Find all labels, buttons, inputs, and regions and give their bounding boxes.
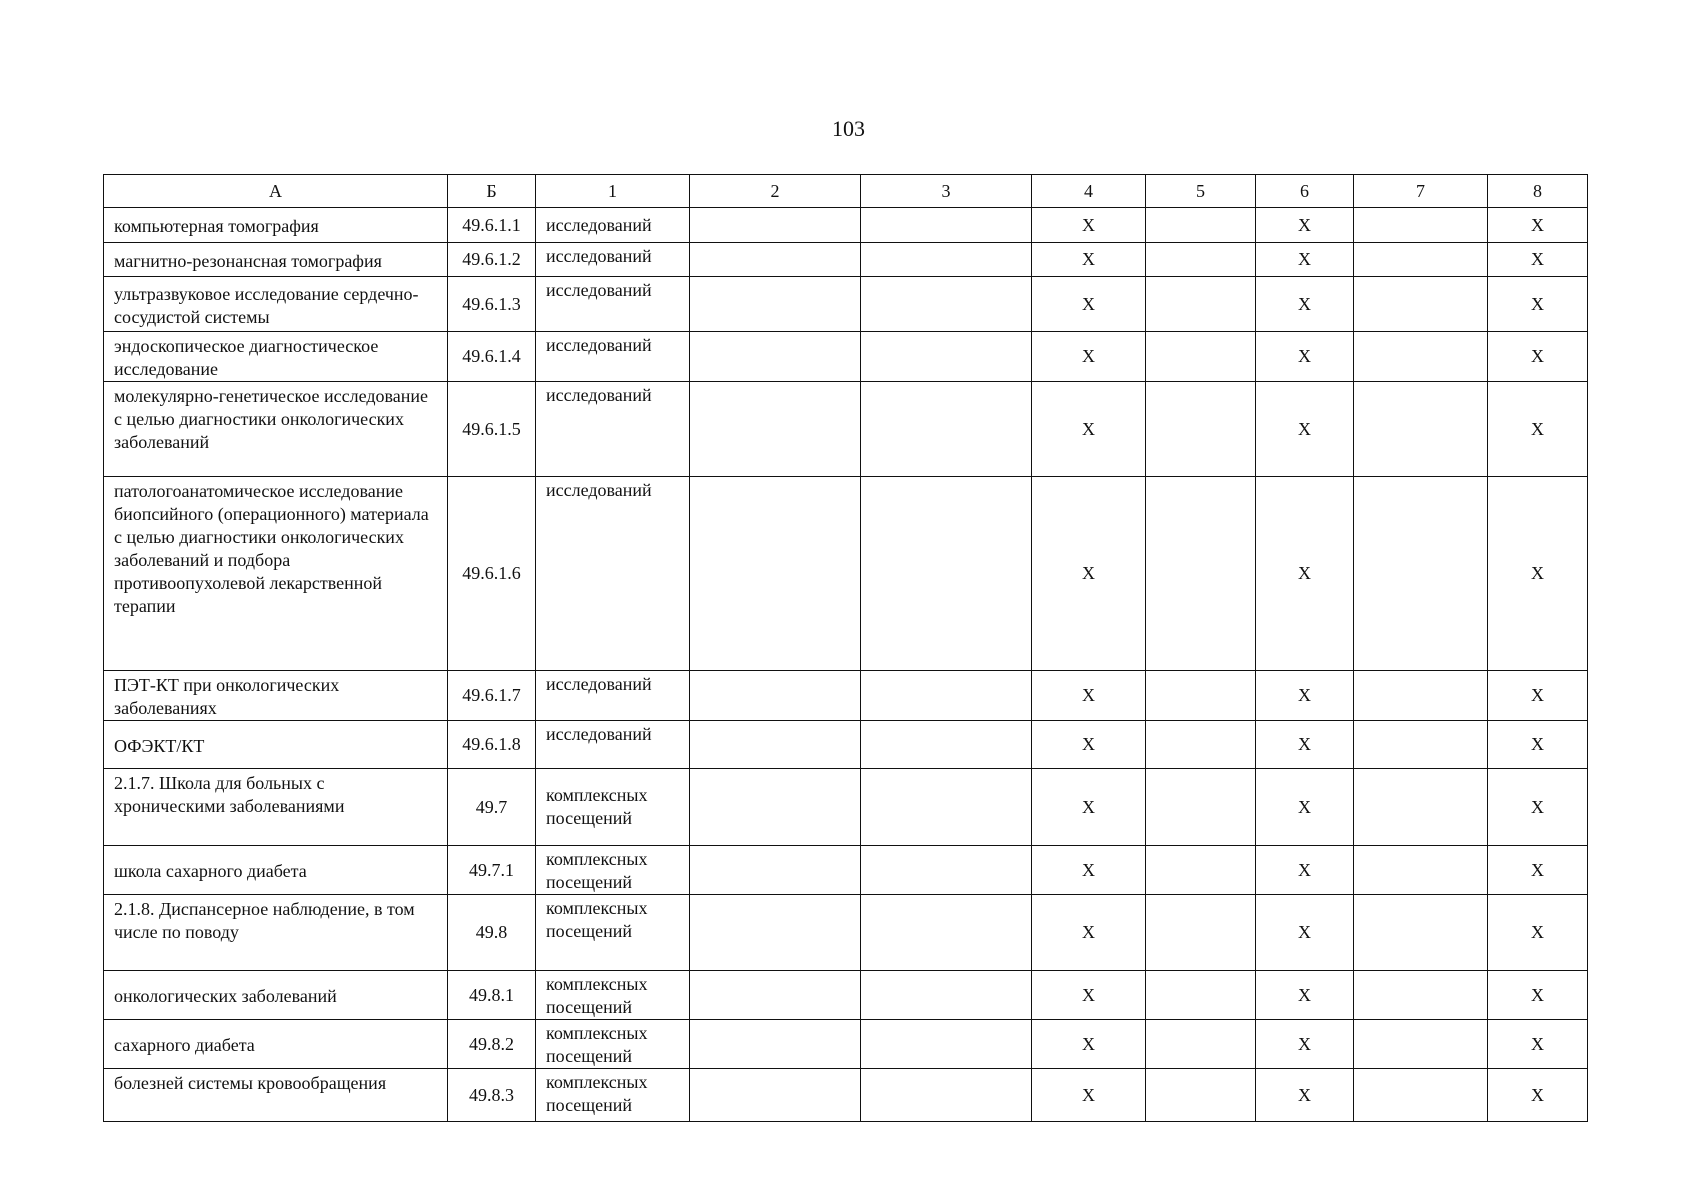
cell-col-2	[690, 382, 861, 477]
cell-name: школа сахарного диабета	[104, 846, 448, 895]
cell-col-2	[690, 477, 861, 671]
cell-col-4: Х	[1032, 277, 1146, 332]
table-row	[104, 382, 1588, 477]
cell-col-6: Х	[1256, 846, 1354, 895]
cell-col-3	[861, 671, 1032, 721]
cell-col-5	[1146, 846, 1256, 895]
cell-col-3	[861, 1069, 1032, 1122]
cell-col-2	[690, 1020, 861, 1069]
cell-col-3	[861, 971, 1032, 1020]
cell-name: онкологических заболеваний	[104, 971, 448, 1020]
cell-col-4: Х	[1032, 721, 1146, 769]
header-cell-6: 6	[1256, 175, 1354, 208]
cell-name: магнитно-резонансная томография	[104, 243, 448, 277]
cell-unit: комплексных посещений	[536, 769, 690, 846]
cell-col-6: Х	[1256, 971, 1354, 1020]
cell-name: болезней системы кровообращения	[104, 1069, 448, 1122]
cell-code: 49.7	[448, 769, 536, 846]
cell-col-4: Х	[1032, 332, 1146, 382]
cell-name: сахарного диабета	[104, 1020, 448, 1069]
cell-col-6: Х	[1256, 243, 1354, 277]
cell-col-8: Х	[1488, 671, 1588, 721]
cell-col-8: Х	[1488, 721, 1588, 769]
cell-col-6: Х	[1256, 895, 1354, 971]
cell-col-2	[690, 971, 861, 1020]
cell-col-4: Х	[1032, 208, 1146, 243]
cell-col-7	[1354, 332, 1488, 382]
table-row	[104, 208, 1588, 243]
cell-col-4: Х	[1032, 971, 1146, 1020]
cell-col-7	[1354, 208, 1488, 243]
cell-col-4: Х	[1032, 382, 1146, 477]
cell-unit: комплексных посещений	[536, 895, 690, 971]
cell-code: 49.7.1	[448, 846, 536, 895]
cell-col-2	[690, 277, 861, 332]
cell-unit: исследований	[536, 277, 690, 332]
cell-col-4: Х	[1032, 895, 1146, 971]
cell-col-2	[690, 208, 861, 243]
cell-col-7	[1354, 277, 1488, 332]
header-cell-3: 3	[861, 175, 1032, 208]
cell-col-6: Х	[1256, 332, 1354, 382]
cell-col-3	[861, 277, 1032, 332]
cell-col-4: Х	[1032, 1020, 1146, 1069]
cell-name: патологоанатомическое исследование биопсийного (операционного) материала с целью диагностики онкологических заболеваний и подбора противоопухолевой лекарственной терапии	[104, 477, 448, 671]
cell-unit: исследований	[536, 208, 690, 243]
cell-name: ультразвуковое исследование сердечно-сосудистой системы	[104, 277, 448, 332]
cell-col-7	[1354, 769, 1488, 846]
cell-col-3	[861, 477, 1032, 671]
table-row	[104, 721, 1588, 769]
cell-col-7	[1354, 1020, 1488, 1069]
header-cell-7: 7	[1354, 175, 1488, 208]
cell-col-8: Х	[1488, 243, 1588, 277]
cell-col-2	[690, 1069, 861, 1122]
data-table	[103, 174, 1588, 1122]
cell-name: эндоскопическое диагностическое исследование	[104, 332, 448, 382]
cell-col-5	[1146, 277, 1256, 332]
header-cell-5: 5	[1146, 175, 1256, 208]
cell-code: 49.6.1.7	[448, 671, 536, 721]
cell-col-4: Х	[1032, 243, 1146, 277]
table-row	[104, 1020, 1588, 1069]
cell-unit: исследований	[536, 243, 690, 277]
cell-col-8: Х	[1488, 277, 1588, 332]
cell-col-8: Х	[1488, 332, 1588, 382]
cell-col-5	[1146, 895, 1256, 971]
cell-unit: комплексных посещений	[536, 1020, 690, 1069]
cell-col-3	[861, 382, 1032, 477]
cell-unit: исследований	[536, 332, 690, 382]
cell-col-2	[690, 895, 861, 971]
cell-name: ОФЭКТ/КТ	[104, 721, 448, 769]
cell-col-5	[1146, 971, 1256, 1020]
cell-code: 49.6.1.5	[448, 382, 536, 477]
cell-col-4: Х	[1032, 671, 1146, 721]
cell-col-6: Х	[1256, 382, 1354, 477]
cell-col-7	[1354, 382, 1488, 477]
cell-col-4: Х	[1032, 1069, 1146, 1122]
cell-unit: комплексных посещений	[536, 971, 690, 1020]
cell-unit: исследований	[536, 671, 690, 721]
page-number: 103	[832, 116, 865, 141]
cell-col-2	[690, 671, 861, 721]
cell-col-3	[861, 769, 1032, 846]
cell-col-3	[861, 846, 1032, 895]
cell-unit: исследований	[536, 721, 690, 769]
cell-col-2	[690, 332, 861, 382]
cell-col-4: Х	[1032, 769, 1146, 846]
cell-code: 49.8.2	[448, 1020, 536, 1069]
cell-col-8: Х	[1488, 1020, 1588, 1069]
header-cell-a: А	[104, 175, 448, 208]
cell-col-7	[1354, 243, 1488, 277]
cell-col-5	[1146, 1069, 1256, 1122]
cell-name: 2.1.7. Школа для больных с хроническими заболеваниями	[104, 769, 448, 846]
cell-col-6: Х	[1256, 721, 1354, 769]
cell-col-7	[1354, 721, 1488, 769]
cell-col-7	[1354, 846, 1488, 895]
cell-col-3	[861, 332, 1032, 382]
cell-col-6: Х	[1256, 1020, 1354, 1069]
cell-col-7	[1354, 971, 1488, 1020]
cell-col-6: Х	[1256, 769, 1354, 846]
cell-col-2	[690, 846, 861, 895]
cell-code: 49.6.1.8	[448, 721, 536, 769]
table-row	[104, 1069, 1588, 1122]
cell-col-3	[861, 721, 1032, 769]
cell-name: 2.1.8. Диспансерное наблюдение, в том числе по поводу	[104, 895, 448, 971]
cell-col-5	[1146, 208, 1256, 243]
header-cell-4: 4	[1032, 175, 1146, 208]
cell-col-5	[1146, 721, 1256, 769]
cell-col-7	[1354, 895, 1488, 971]
table-row	[104, 277, 1588, 332]
cell-col-3	[861, 895, 1032, 971]
cell-col-4: Х	[1032, 846, 1146, 895]
cell-col-5	[1146, 1020, 1256, 1069]
cell-col-5	[1146, 332, 1256, 382]
table-row	[104, 769, 1588, 846]
cell-col-2	[690, 721, 861, 769]
table-row	[104, 846, 1588, 895]
cell-col-2	[690, 769, 861, 846]
cell-col-5	[1146, 671, 1256, 721]
cell-code: 49.8.3	[448, 1069, 536, 1122]
header-cell-8: 8	[1488, 175, 1588, 208]
table-row	[104, 671, 1588, 721]
cell-col-3	[861, 1020, 1032, 1069]
table-row	[104, 477, 1588, 671]
cell-col-8: Х	[1488, 477, 1588, 671]
cell-name: молекулярно-генетическое исследование с целью диагностики онкологических заболеваний	[104, 382, 448, 477]
header-cell-2: 2	[690, 175, 861, 208]
cell-col-2	[690, 243, 861, 277]
cell-col-5	[1146, 769, 1256, 846]
cell-unit: исследований	[536, 477, 690, 671]
cell-col-8: Х	[1488, 971, 1588, 1020]
cell-col-6: Х	[1256, 208, 1354, 243]
cell-name: ПЭТ-КТ при онкологических заболеваниях	[104, 671, 448, 721]
cell-code: 49.6.1.3	[448, 277, 536, 332]
header-cell-1: 1	[536, 175, 690, 208]
cell-code: 49.6.1.2	[448, 243, 536, 277]
table-row	[104, 971, 1588, 1020]
cell-col-4: Х	[1032, 477, 1146, 671]
cell-col-8: Х	[1488, 846, 1588, 895]
cell-col-5	[1146, 382, 1256, 477]
cell-col-8: Х	[1488, 382, 1588, 477]
cell-code: 49.6.1.6	[448, 477, 536, 671]
cell-col-7	[1354, 671, 1488, 721]
cell-code: 49.6.1.4	[448, 332, 536, 382]
cell-unit: комплексных посещений	[536, 1069, 690, 1122]
cell-col-8: Х	[1488, 895, 1588, 971]
table-row	[104, 332, 1588, 382]
cell-col-6: Х	[1256, 277, 1354, 332]
cell-col-5	[1146, 477, 1256, 671]
cell-col-3	[861, 243, 1032, 277]
cell-col-8: Х	[1488, 1069, 1588, 1122]
header-row	[104, 175, 1588, 208]
cell-name: компьютерная томография	[104, 208, 448, 243]
table-row	[104, 895, 1588, 971]
table-row	[104, 243, 1588, 277]
cell-col-8: Х	[1488, 769, 1588, 846]
cell-col-6: Х	[1256, 1069, 1354, 1122]
cell-unit: комплексных посещений	[536, 846, 690, 895]
cell-col-5	[1146, 243, 1256, 277]
cell-code: 49.8.1	[448, 971, 536, 1020]
cell-col-7	[1354, 477, 1488, 671]
cell-code: 49.8	[448, 895, 536, 971]
cell-col-6: Х	[1256, 671, 1354, 721]
cell-col-7	[1354, 1069, 1488, 1122]
cell-col-8: Х	[1488, 208, 1588, 243]
cell-col-3	[861, 208, 1032, 243]
cell-code: 49.6.1.1	[448, 208, 536, 243]
cell-unit: исследований	[536, 382, 690, 477]
cell-col-6: Х	[1256, 477, 1354, 671]
header-cell-b: Б	[448, 175, 536, 208]
